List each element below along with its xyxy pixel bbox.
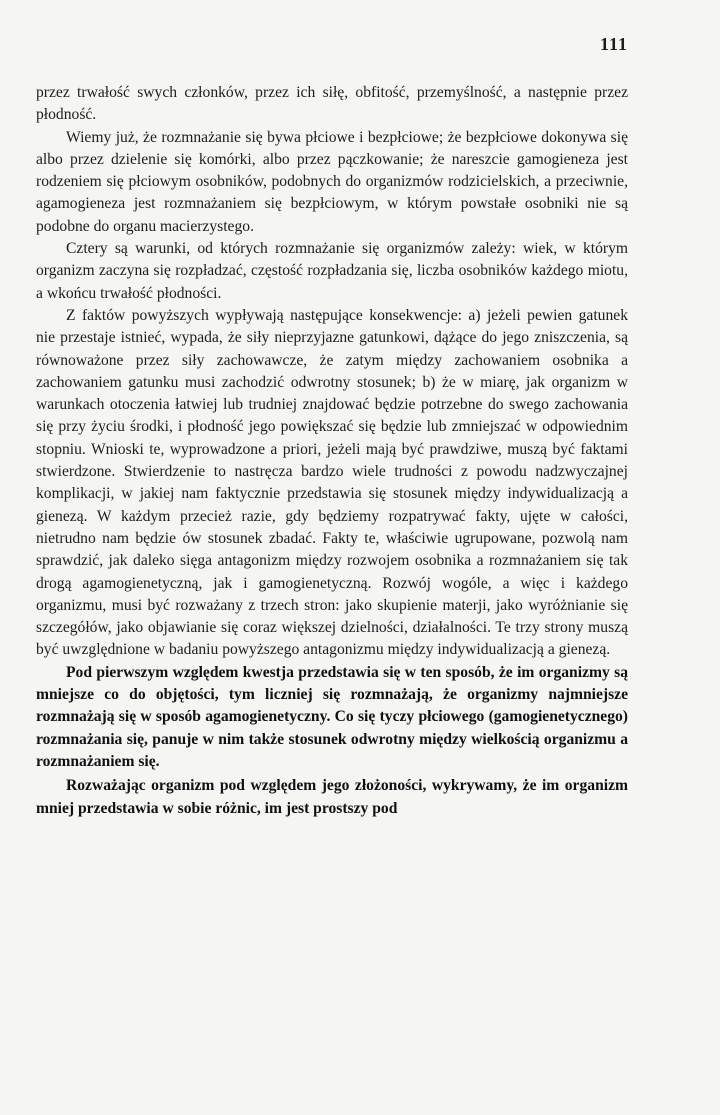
paragraph-2: Wiemy już, że rozmnażanie się bywa płciowe i bezpłciowe; że bezpłciowe dokonywa się albo przez dzielenie się komórki, albo przez pączkowanie; że nareszcie gamogieneza jest rodzeniem się płciowym osobników, podobnych do organizmów rodzicielskich, a przeciwnie, agamogieneza jest rozmnażaniem się bezpłciowym, w którym powstałe osobniki nie są podobne do organu macierzystego. xyxy=(36,128,628,235)
paragraph-4: Z faktów powyższych wypływają następujące konsekwencje: a) jeżeli pewien gatunek nie przestaje istnieć, wypada, że siły nieprzyjazne gatunkowi, dążące do jego zniszczenia, są równoważone przez siły zachowawcze, że zatym między zachowaniem osobnika a zachowaniem gatunku musi zachodzić odwrotny stosunek; b) że w miarę, jak organizm w warunkach otoczenia łatwiej lub trudniej znajdować będzie potrzebne do swego zachowania się przy życiu środki, i płodność jego powiększać się będzie lub zmniejszać w odpowiednim stopniu. Wnioski te, wyprowadzone a priori, jeżeli mają być prawdziwe, muszą być faktami stwierdzone. Stwierdzenie to nastręcza bardzo wiele trudności z powodu nadzwyczajnej komplikacji, w jakiej nam faktycznie przedstawia się stosunek między indywidualizacją a gienezą. W każdym przecież razie, gdy będziemy rozpatrywać fakty, ujęte w całości, nietrudno nam będzie ów stosunek zbadać. Fakty te, właściwie ugrupowane, pozwolą nam sprawdzić, jak daleko sięga antagonizm między rozwojem osobnika a rozmnażaniem się tak drogą agamogienetyczną, jak i gamogienetyczną. Rozwój wogóle, a więc i każdego organizmu, musi być rozważany z trzech stron: jako skupienie materji, jako wyróżnianie się szczegółów, jako objawianie się coraz większej dzielności, działalności. Te trzy strony muszą być uwzględnione w badaniu powyższego antagonizmu między indywidualizacją a gienezą. xyxy=(36,306,628,659)
page-number: 111 xyxy=(599,34,628,54)
paragraph-1: przez trwałość swych członków, przez ich siłę, obfitość, przemyślność, a następnie przez płodność. xyxy=(36,84,628,124)
paragraph-6: Rozważając organizm pod względem jego złożoności, wykrywamy, że im organizm mniej przedstawia w sobie różnic, im jest prostszy pod xyxy=(36,777,628,817)
body-text xyxy=(36,82,628,820)
paragraph-3: Cztery są warunki, od których rozmnażanie się organizmów zależy: wiek, w którym organizm zaczyna się rozpładzać, częstość rozpładzania się, liczba osobników każdego miotu, a wkońcu trwałość płodności. xyxy=(36,240,628,302)
paragraph-5: Pod pierwszym względem kwestja przedstawia się w ten sposób, że im organizmy są mniejsze co do objętości, tym liczniej się rozmnażają, że organizmy najmniejsze rozmnażają się w sposób agamogienetyczny. Co się tyczy płciowego (gamogienetycznego) rozmnażania się, panuje w nim także stosunek odwrotny między wielkością organizmu a rozmnażaniem się. xyxy=(36,663,628,770)
